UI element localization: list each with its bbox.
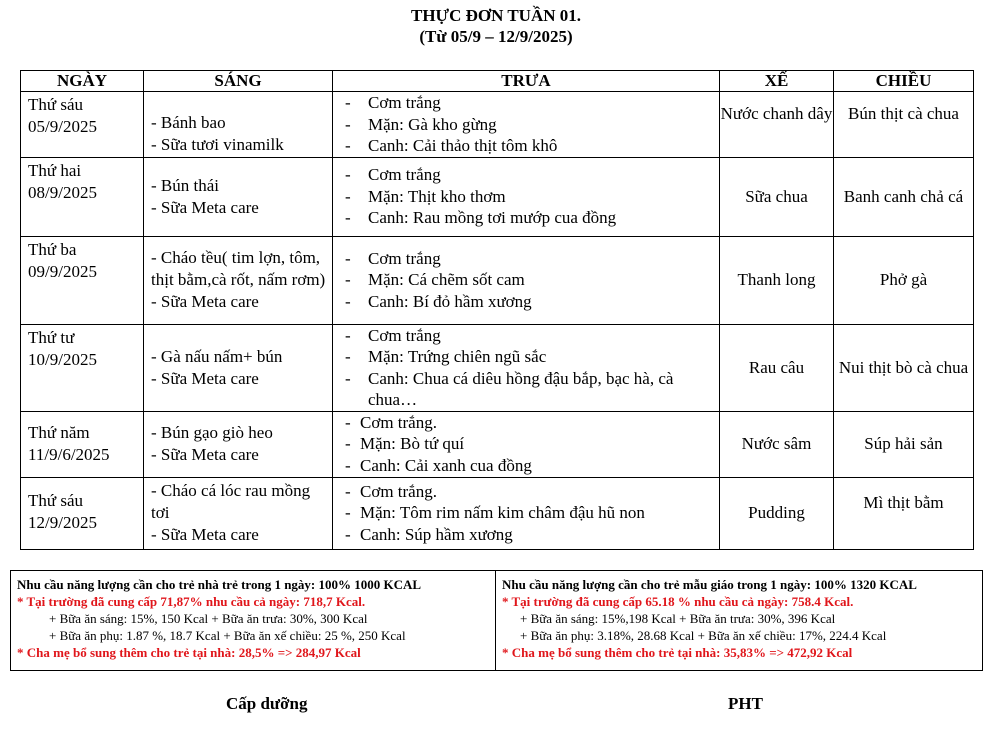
lunch-cell <box>333 236 720 324</box>
weekday: Thứ sáu <box>28 95 84 114</box>
lunch-item: - Cơm trắng <box>345 93 441 112</box>
day-cell <box>21 324 144 411</box>
table-header-row <box>21 71 974 92</box>
table-row <box>21 92 974 158</box>
table-row <box>21 411 974 477</box>
morning-item: - Sữa Meta care <box>151 368 259 388</box>
morning-cell <box>144 92 333 158</box>
table-row <box>21 157 974 236</box>
afternoon-cell: Phở gà <box>834 236 974 324</box>
weekday: Thứ năm <box>28 422 90 442</box>
lunch-cell <box>333 477 720 549</box>
morning-item: - Bánh bao <box>151 113 226 133</box>
column-header-lunch: TRƯA <box>333 71 720 92</box>
snack-cell: Thanh long <box>720 236 834 324</box>
lunch-cell <box>333 324 720 411</box>
energy-need: Nhu cầu năng lượng cần cho trẻ nhà trẻ trong 1 ngày: 100% 1000 KCAL <box>17 577 422 592</box>
lunch-item: - Cơm trắng. <box>345 481 437 501</box>
morning-item: - Sữa Meta care <box>151 445 259 464</box>
weekly-menu-table <box>20 70 974 550</box>
afternoon-cell: Banh canh chả cá <box>834 157 974 236</box>
column-header-day: NGÀY <box>21 71 144 92</box>
afternoon-cell: Mì thịt bằm <box>834 477 974 549</box>
afternoon-cell: Nui thịt bò cà chua <box>834 324 974 411</box>
weekday: Thứ sáu <box>28 490 84 510</box>
day-cell <box>21 157 144 236</box>
lunch-cell <box>333 157 720 236</box>
energy-provided: * Tại trường đã cung cấp 65.18 % nhu cầu cả ngày: 758.4 Kcal. <box>502 594 854 609</box>
energy-detail: + Bữa ăn sáng: 15%,198 Kcal + Bữa ăn trưa: 30%, 396 Kcal <box>520 611 836 626</box>
morning-cell <box>144 236 333 324</box>
signature-vice-principal: PHT <box>728 694 763 713</box>
weekday: Thứ ba <box>28 239 77 259</box>
morning-item: - Bún gạo giò heo <box>151 423 273 442</box>
date: 05/9/2025 <box>28 117 97 136</box>
morning-item: - Cháo tều( tim lợn, tôm, thịt bằm,cà rốt, nấm rơm) <box>151 248 326 289</box>
column-header-afternoon: CHIỀU <box>834 71 974 92</box>
lunch-item: - Canh: Cải xanh cua đồng <box>345 455 532 475</box>
energy-provided: * Tại trường đã cung cấp 71,87% nhu cầu cả ngày: 718,7 Kcal. <box>17 594 366 609</box>
lunch-item: - Mặn: Trứng chiên ngũ sắc <box>345 347 547 366</box>
date: 12/9/2025 <box>28 512 97 532</box>
morning-cell <box>144 324 333 411</box>
day-cell <box>21 236 144 324</box>
lunch-item: - Canh: Bí đỏ hầm xương <box>345 291 532 311</box>
energy-box-kindergarten <box>495 570 983 671</box>
morning-item: - Sữa Meta care <box>151 292 259 311</box>
lunch-cell <box>333 411 720 477</box>
lunch-item: - Cơm trắng <box>345 248 441 268</box>
snack-cell: Sữa chua <box>720 157 834 236</box>
morning-item: - Sữa Meta care <box>151 525 259 544</box>
day-cell <box>21 411 144 477</box>
lunch-item: - Mặn: Cá chẽm sốt cam <box>345 270 525 290</box>
lunch-item: - Canh: Chua cá diêu hồng đậu bắp, bạc hà, cà chua… <box>345 368 674 409</box>
energy-need: Nhu cầu năng lượng cần cho trẻ mẫu giáo trong 1 ngày: 100% 1320 KCAL <box>502 577 917 592</box>
weekday: Thứ hai <box>28 160 82 180</box>
lunch-item: - Mặn: Tôm rim nấm kim châm đậu hũ non <box>345 503 645 523</box>
signature-cook: Cấp dưỡng <box>226 694 308 713</box>
lunch-item: - Canh: Cải thảo thịt tôm khô <box>345 136 558 155</box>
energy-detail: + Bữa ăn sáng: 15%, 150 Kcal + Bữa ăn trưa: 30%, 300 Kcal <box>49 611 368 626</box>
date: 10/9/2025 <box>28 349 97 369</box>
afternoon-cell: Súp hải sản <box>834 411 974 477</box>
morning-item: - Cháo cá lóc rau mồng tơi <box>151 481 311 522</box>
date: 09/9/2025 <box>28 261 97 281</box>
date: 11/9/6/2025 <box>28 444 110 464</box>
column-header-snack: XẾ <box>720 71 834 92</box>
morning-cell <box>144 477 333 549</box>
energy-box-toddler <box>10 570 496 671</box>
lunch-item: - Cơm trắng <box>345 165 441 185</box>
date: 08/9/2025 <box>28 182 97 202</box>
morning-item: - Gà nấu nấm+ bún <box>151 346 283 366</box>
lunch-item: - Mặn: Bò tứ quí <box>345 434 465 454</box>
snack-cell: Nước sâm <box>720 411 834 477</box>
menu-title: THỰC ĐƠN TUẦN 01. <box>410 6 581 25</box>
snack-cell: Rau câu <box>720 324 834 411</box>
day-cell <box>21 477 144 549</box>
table-row <box>21 236 974 324</box>
lunch-cell <box>333 92 720 158</box>
lunch-item: - Mặn: Thịt kho thơm <box>345 186 506 206</box>
lunch-item: - Canh: Súp hầm xương <box>345 524 513 544</box>
column-header-morning: SÁNG <box>144 71 333 92</box>
snack-cell: Pudding <box>720 477 834 549</box>
morning-item: - Sữa tươi vinamilk <box>151 135 284 155</box>
lunch-item: - Cơm trắng. <box>345 412 437 432</box>
table-row <box>21 324 974 411</box>
afternoon-cell: Bún thịt cà chua <box>834 92 974 158</box>
energy-detail: + Bữa ăn phụ: 3.18%, 28.68 Kcal + Bữa ăn xế chiều: 17%, 224.4 Kcal <box>520 628 887 643</box>
snack-cell: Nước chanh dây <box>720 92 834 158</box>
morning-item: - Bún thái <box>151 175 219 195</box>
lunch-item: - Canh: Rau mồng tơi mướp cua đồng <box>345 208 617 228</box>
day-cell <box>21 92 144 158</box>
lunch-item: - Cơm trắng <box>345 325 441 345</box>
energy-parents: * Cha mẹ bổ sung thêm cho trẻ tại nhà: 28,5% => 284,97 Kcal <box>17 645 361 660</box>
morning-cell <box>144 411 333 477</box>
menu-date-range: (Từ 05/9 – 12/9/2025) <box>419 27 573 46</box>
weekday: Thứ tư <box>28 327 75 347</box>
energy-detail: + Bữa ăn phụ: 1.87 %, 18.7 Kcal + Bữa ăn xế chiều: 25 %, 250 Kcal <box>49 628 406 643</box>
morning-item: - Sữa Meta care <box>151 197 259 217</box>
energy-parents: * Cha mẹ bổ sung thêm cho trẻ tại nhà: 35,83% => 472,92 Kcal <box>502 645 853 660</box>
morning-cell <box>144 157 333 236</box>
lunch-item: - Mặn: Gà kho gừng <box>345 114 497 134</box>
table-row <box>21 477 974 549</box>
